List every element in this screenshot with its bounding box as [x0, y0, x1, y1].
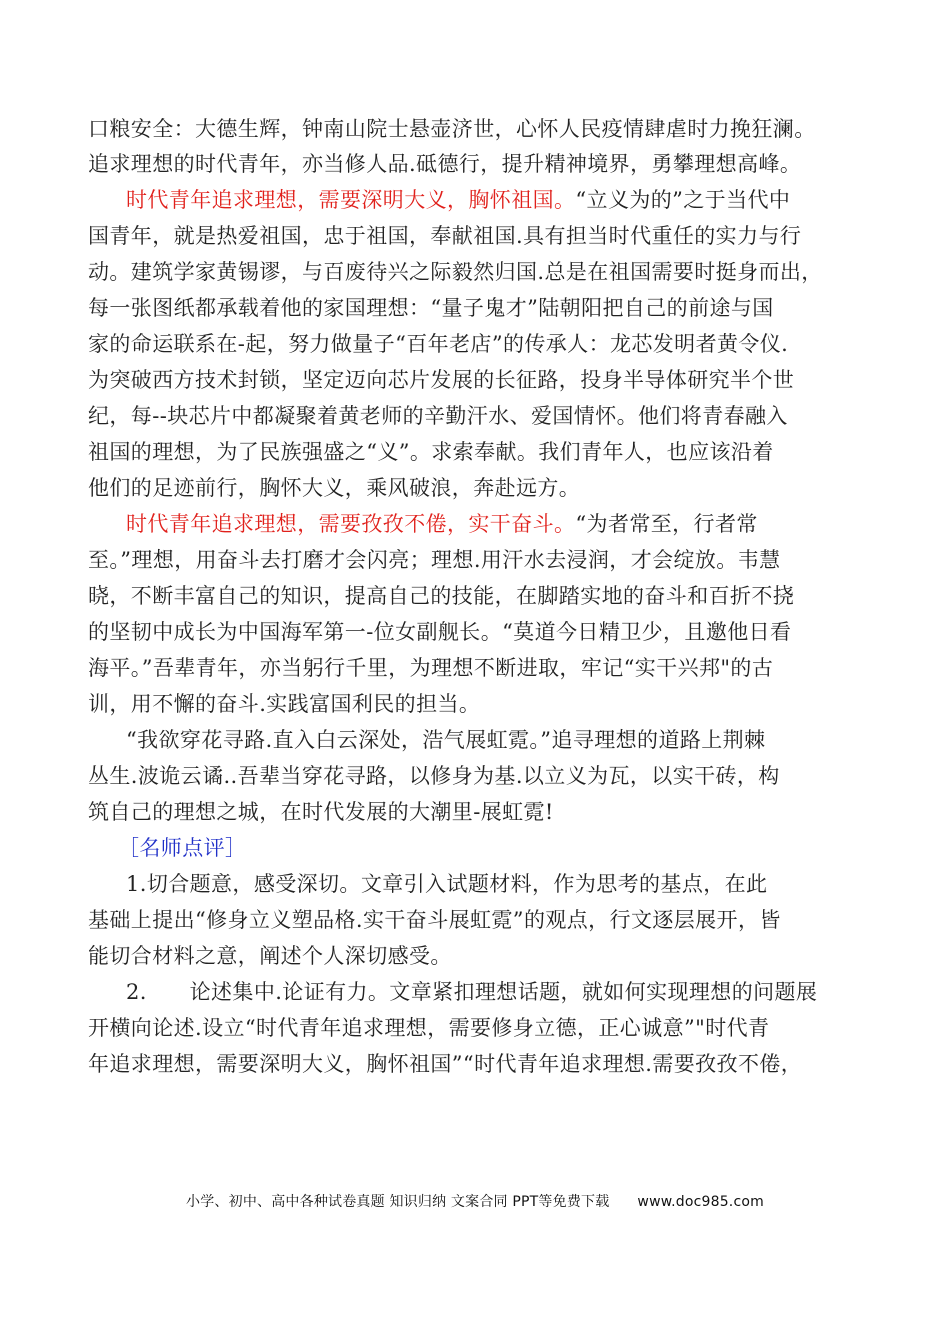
section-heading: 时代青年追求理想，需要深明大义，胸怀祖国。: [126, 188, 576, 212]
body-line: 他们的足迹前行，胸怀大义，乘风破浪，奔赴远方。: [88, 476, 581, 500]
body-line: 开横向论述.设立“时代青年追求理想，需要修身立德，正心诚意”"时代青: [88, 1016, 770, 1040]
body-line: 追求理想的时代青年，亦当修人品.砥德行，提升精神境界，勇攀理想高峰。: [88, 152, 802, 176]
body-line: 1.切合题意，感受深切。文章引入试题材料，作为思考的基点，在此: [126, 872, 768, 896]
body-line: 每一张图纸都承载着他的家国理想：“量子鬼才”陆朝阳把自己的前途与国: [88, 296, 774, 320]
body-line: 纪，每--块芯片中都凝聚着黄老师的辛勤汗水、爱国情怀。他们将青春融入: [88, 404, 788, 428]
section-heading: 时代青年追求理想，需要孜孜不倦，实干奋斗。: [126, 512, 576, 536]
body-line: 动。建筑学家黄锡谬，与百废待兴之际毅然归国.总是在祖国需要时挺身而出，: [88, 260, 823, 284]
body-line: 年追求理想，需要深明大义，胸怀祖国”“时代青年追求理想.需要孜孜不倦，: [88, 1052, 803, 1076]
body-line: 时代青年追求理想，需要深明大义，胸怀祖国。“立义为的”之于当代中: [126, 188, 791, 212]
body-line: 筑自己的理想之城，在时代发展的大潮里-展虹霓!: [88, 800, 554, 824]
body-line: 的坚韧中成长为中国海军第一-位女副舰长。“莫道今日精卫少，且邀他日看: [88, 620, 792, 644]
body-line: 为突破西方技术封锁，坚定迈向芯片发展的长征路，投身半导体研究半个世: [88, 368, 795, 392]
body-line: 海平。”吾辈青年，亦当躬行千里，为理想不断进取，牢记“实干兴邦"的古: [88, 656, 774, 680]
body-line: 2. 论述集中.论证有力。文章紧扣理想话题，就如何实现理想的问题展: [126, 980, 818, 1004]
body-line: 训，用不懈的奋斗.实践富国利民的担当。: [88, 692, 481, 716]
body-line: 能切合材料之意，阐述个人深切感受。: [88, 944, 452, 968]
body-line: 至。”理想，用奋斗去打磨才会闪亮；理想.用汗水去浸润，才会绽放。韦慧: [88, 548, 781, 572]
body-line: 丛生.波诡云谲..吾辈当穿花寻路，以修身为基.以立义为瓦，以实干砖，构: [88, 764, 780, 788]
body-line: 基础上提出“修身立义塑品格.实干奋斗展虹霓”的观点，行文逐层展开，皆: [88, 908, 781, 932]
body-line: 口粮安全：大德生辉，钟南山院士悬壶济世，心怀人民疫情肆虐时力挽狂澜。: [88, 117, 816, 141]
body-line: 时代青年追求理想，需要孜孜不倦，实干奋斗。“为者常至，行者常: [126, 512, 758, 536]
body-line: 家的命运联系在-起，努力做量子“百年老店”的传承人：龙芯发明者黄令仪.: [88, 332, 789, 356]
body-line: 祖国的理想，为了民族强盛之“义”。求索奉献。我们青年人，也应该沿着: [88, 440, 774, 464]
comment-heading: ［名师点评］: [118, 836, 247, 860]
footer-link[interactable]: www.doc985.com: [637, 1194, 764, 1210]
body-line: “我欲穿花寻路.直入白云深处，浩气展虹霓。”追寻理想的道路上荆棘: [126, 728, 766, 752]
footer-text: 小学、初中、高中各种试卷真题 知识归纳 文案合同 PPT等免费下载: [186, 1194, 610, 1210]
page-footer: [0, 1191, 950, 1211]
body-line: 国青年，就是热爱祖国，忠于祖国，奉献祖国.具有担当时代重任的实力与行: [88, 224, 802, 248]
body-line: 晓，不断丰富自己的知识，提高自己的技能，在脚踏实地的奋斗和百折不挠: [88, 584, 795, 608]
